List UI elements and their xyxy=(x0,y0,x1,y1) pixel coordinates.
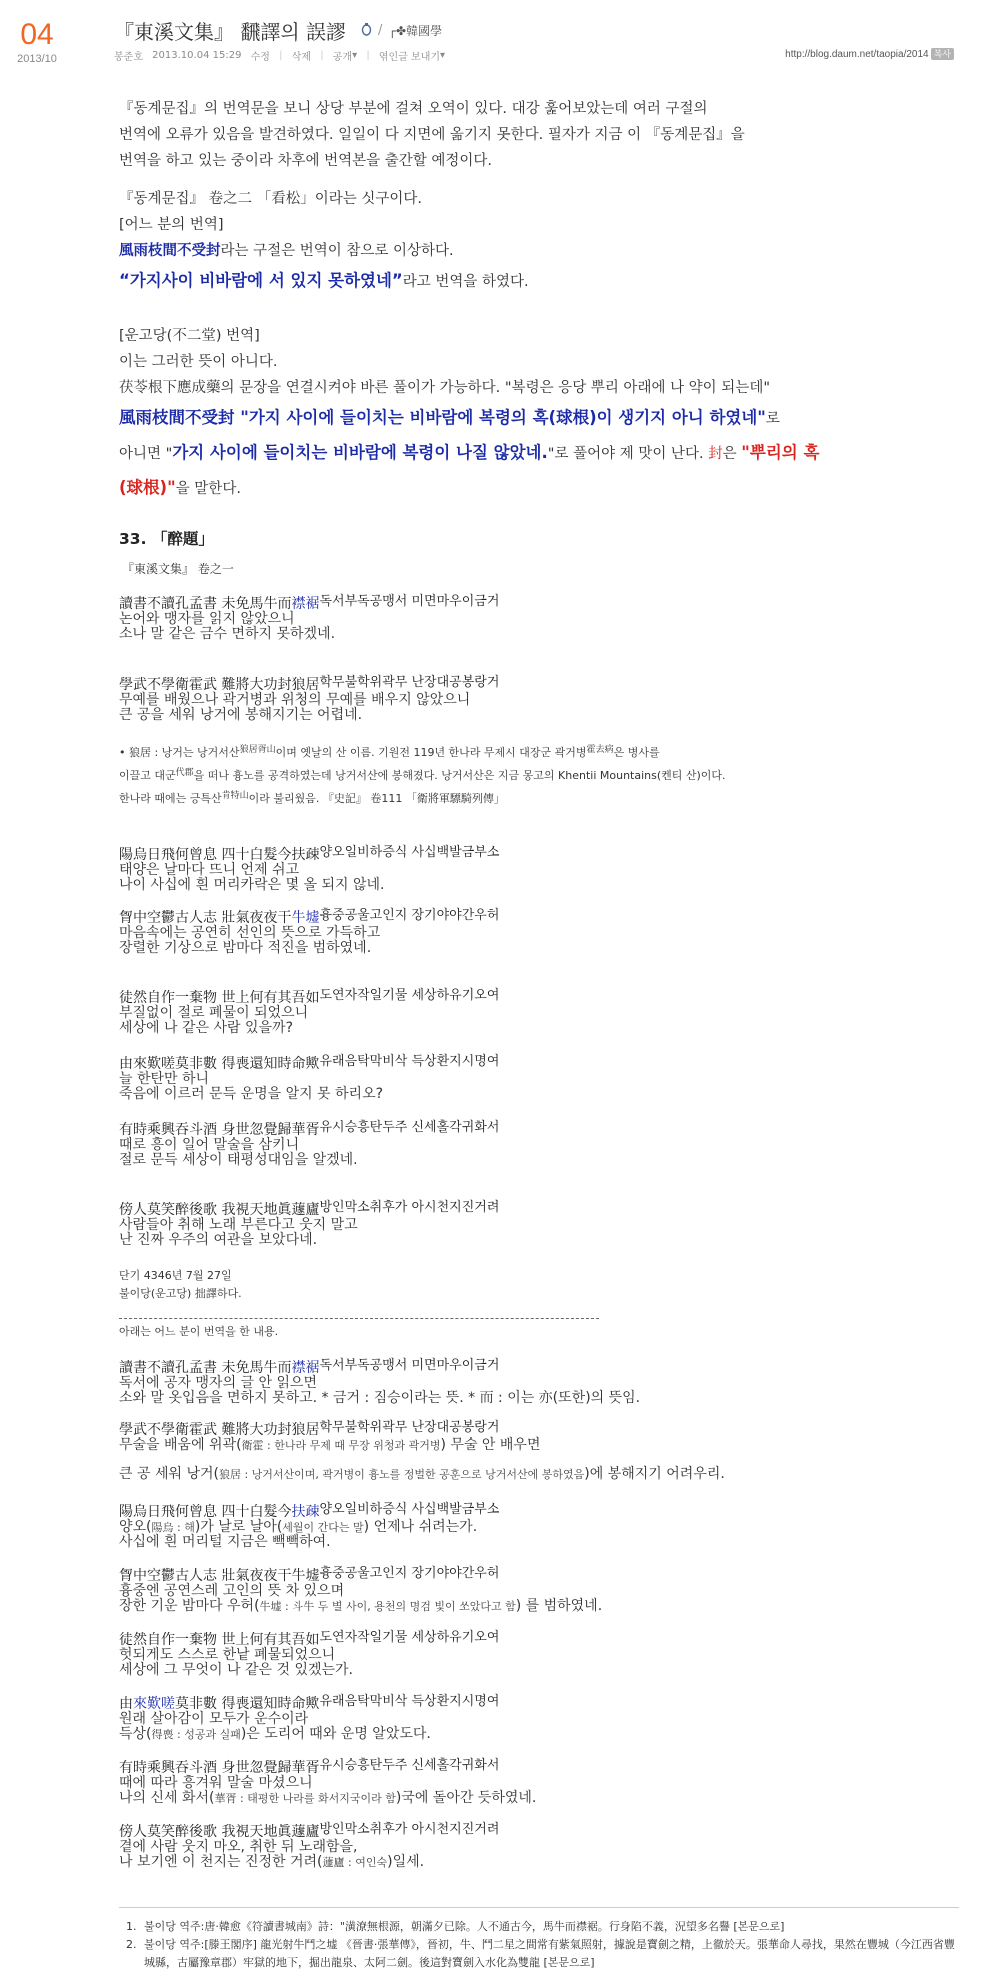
poem2-stanza-1: 讀書不讀孔孟書 未免馬牛而襟裾독서부독공맹서 미면마우이금거 독서에 공자 맹자의 글 안 읽으면 소와 말 옷입음을 면하지 못하고. * 금거 : 짐승이라는 뜻. * 而 : 이는 亦(또한)의 뜻임. xyxy=(119,1358,641,1406)
poem1-stanza-4: 胷中空鬱古人志 壯氣夜夜干牛墟흉중공울고인지 장기야야간우허 마음속에는 공연히 선인의 뜻으로 가득하고 장렬한 기상으로 밤마다 적진을 범하였네. xyxy=(119,908,500,956)
intro-line: 『동계문집』 卷之二 「看松」이라는 싯구이다. xyxy=(119,191,423,207)
copy-url-button[interactable]: 복사 xyxy=(931,48,954,60)
poem2-stanza-3: 陽烏日飛何曾息 四十白髮今扶疎양오일비하증식 사십백발금부소 양오(陽烏 : 해)가 날로 날아(세월이 간다는 말) 언제나 쉬려는가. 사십에 흰 머리털 지금은 빽빽하여. xyxy=(119,1502,500,1550)
intro-line: 이는 그러한 뜻이 아니다. xyxy=(119,354,278,370)
divider xyxy=(119,1318,599,1319)
post-meta xyxy=(114,48,954,64)
intro-line: 번역에 오류가 있음을 발견하였다. 일일이 다 지면에 옮기지 못한다. 필자가 지금 이 『동계문집』을 xyxy=(119,127,745,143)
chevron-down-icon: ▾ xyxy=(352,50,358,61)
post-title-row xyxy=(114,16,964,46)
poem2-stanza-5: 徒然自作一棄物 世上何有其吾如도연자작일기물 세상하유기오여 헛되게도 스스로 한낱 폐물되었으니 세상에 그 무엇이 나 같은 것 있겠는가. xyxy=(119,1630,500,1678)
date-year-month: 2013/10 xyxy=(17,53,57,65)
category-link[interactable]: ┌✤韓國學 xyxy=(388,24,443,38)
post-url xyxy=(785,48,954,60)
footnotes-divider xyxy=(119,1907,959,1908)
intro-line: [어느 분의 번역] xyxy=(119,217,224,233)
trackback-dropdown[interactable]: 엮인글 보내기▾ xyxy=(378,50,446,63)
public-icon xyxy=(361,23,372,39)
intro-line: (球根)"을 말한다. xyxy=(119,478,241,497)
intro-line: 茯苓根下應成藥의 문장을 연결시켜야 바른 풀이가 가능하다. "복령은 응당 뿌리 아래에 나 약이 되는데" xyxy=(119,380,770,396)
footnote-item: 1. 불이당 역주:唐·韓愈《符讀書城南》詩："潢潦無根源，朝滿夕已除。人不通古今，馬牛而襟裾。行身陷不義，況望多名譽 [본문으로] xyxy=(140,1918,956,1936)
meta-divider: | xyxy=(366,50,370,61)
visibility-dropdown[interactable]: 공개▾ xyxy=(332,50,358,63)
meta-divider: | xyxy=(320,50,324,61)
poem1-stanza-7: 有時乘興吞斗酒 身世忽覺歸華胥유시승흥탄두주 신세홀각귀화서 때로 흥이 일어 말술을 삼키니 절로 문득 세상이 태평성대임을 알겠네. xyxy=(119,1120,500,1168)
post-title[interactable]: 『東溪文集』 飜譯의 誤謬 xyxy=(114,20,347,44)
signature-date: 단기 4346년 7월 27일 xyxy=(119,1269,232,1282)
poem1-stanza-5: 徒然自作一棄物 世上何有其吾如도연자작일기물 세상하유기오여 부질없이 절로 폐물이 되었으니 세상에 나 같은 사람 있을까? xyxy=(119,988,500,1036)
intro-line: 번역을 하고 있는 중이라 차후에 번역본을 출간할 예정이다. xyxy=(119,153,493,169)
intro-line: 『동계문집』의 번역문을 보니 상당 부분에 걸쳐 오역이 있다. 대강 훑어보았는데 여러 구절의 xyxy=(119,101,708,117)
poem2-stanza-4: 胷中空鬱古人志 壯氣夜夜干牛墟흉중공울고인지 장기야야간우허 흉중엔 공연스레 고인의 뜻 차 있으며 장한 기운 밤마다 우허(牛墟 : 斗牛 두 별 사이, 용천의 명검 빛이 쏘았다고 함) 를 범하였네. xyxy=(119,1566,603,1614)
meta-divider: | xyxy=(279,50,283,61)
section-heading: 33. 「醉題」 xyxy=(119,530,214,548)
delete-link[interactable]: 삭제 xyxy=(291,52,312,63)
other-translation-label: 아래는 어느 분이 번역을 한 내용. xyxy=(119,1325,279,1338)
edit-link[interactable]: 수정 xyxy=(250,52,270,63)
footnotes-list xyxy=(126,1918,956,1972)
poem1-stanza-3: 陽烏日飛何曾息 四十白髮今扶疎양오일비하증식 사십백발금부소 태양은 날마다 뜨니 언제 쉬고 나이 사십에 흰 머리카락은 몇 올 되지 않네. xyxy=(119,845,500,893)
post-date xyxy=(12,18,62,66)
poem1-stanza-2: 學武不學衛霍武 難將大功封狼居학무불학위곽무 난장대공봉랑거 무예를 배웠으나 곽거병과 위청의 무예를 배우지 않았으니 큰 공을 세워 낭거에 봉해지기는 어렵네. xyxy=(119,675,500,723)
poem1-stanza-1: 讀書不讀孔孟書 未免馬牛而襟裾독서부독공맹서 미면마우이금거 논어와 맹자를 읽지 않았으니 소나 말 같은 금수 면하지 못하겠네. xyxy=(119,594,500,642)
poem2-stanza-7: 有時乘興吞斗酒 身世忽覺歸華胥유시승흥탄두주 신세홀각귀화서 때에 따라 흥겨워 말술 마셨으니 나의 신세 화서(華胥 : 태평한 나라를 화서지국이라 함)국에 돌아간 듯하였네. xyxy=(119,1758,537,1806)
intro-line: 아니면 "가지 사이에 들이치는 비바람에 복령이 나질 않았네."로 풀어야 제 맛이 난다. 封은 "뿌리의 혹 xyxy=(119,443,820,462)
footnote-item: 2. 불이당 역주:[滕王閣序] 龍光射牛鬥之墟 《晉書·張華傳》，晉初，牛、鬥二星之間常有紫氣照射，據說是寶劍之精，上徹於天。張華命人尋找，果然在豐城（今江西省豐城縣，古屬豫章郡）牢獄的地下，掘出龍泉、太阿二劍。後這對寶劍入水化為雙龍 [본문으로] xyxy=(140,1936,956,1972)
intro-line: 風雨枝間不受封라는 구절은 번역이 참으로 이상하다. xyxy=(119,243,454,259)
author-name[interactable]: 봉준호 xyxy=(114,52,143,63)
date-day: 04 xyxy=(20,18,54,51)
intro-line: “가지사이 비바람에 서 있지 못하였네”라고 번역을 하였다. xyxy=(119,271,529,290)
signature-translator: 불이당(운고당) 拙譯하다. xyxy=(119,1287,242,1300)
poem2-stanza-6: 由來歎嗟莫非數 得喪還知時命歟유래음탁막비삭 득상환지시명여 원래 살아감이 모두가 운수이라 득상(得喪 : 성공과 실패)은 도리어 때와 운명 알았도다. xyxy=(119,1694,500,1742)
poem1-annotation: • 狼居 : 낭거는 낭거서산$^{狼居胥山}$이며 옛날의 산 이름. 기원전 119년 한나라 무제시 대장군 곽거병$^{霍去病}$은 병사를 이끌고 대군$^{代郡}$을 떠나 흉노를 공격하였는데 낭거서산에 봉해졌다. 낭거서산은 지금 몽고의 Khentii Mountains(켄티 산)이다. 한나라 때에는 긍특산$^{肯特山}$이라 불리웠음. 『史記』 卷111 「衛將軍驃騎列傳」 xyxy=(119,745,726,805)
intro-line: [운고당(不二堂) 번역] xyxy=(119,328,260,344)
poem1-stanza-8: 傍人莫笑醉後歌 我視天地眞蘧廬방인막소취후가 아시천지진거려 사람들아 취해 노래 부른다고 웃지 말고 난 진짜 우주의 여관을 보았다네. xyxy=(119,1200,500,1248)
post-datetime: 2013.10.04 15:29 xyxy=(152,50,242,61)
post-url-text[interactable]: http://blog.daum.net/taopia/2014 xyxy=(785,48,929,60)
collection-label: 『東溪文集』 卷之一 xyxy=(122,562,234,576)
post-intro xyxy=(119,96,879,506)
poem2-stanza-8: 傍人莫笑醉後歌 我視天地眞蘧廬방인막소취후가 아시천지진거려 곁에 사람 웃지 마오, 취한 뒤 노래함을, 나 보기엔 이 천지는 진정한 거려(蘧廬 : 여인숙)일세. xyxy=(119,1822,500,1870)
poem2-stanza-2: 學武不學衛霍武 難將大功封狼居학무불학위곽무 난장대공봉랑거 무술을 배움에 위곽(衛霍 : 한나라 무제 때 무장 위청과 곽거병) 무술 안 배우면 큰 공 세워 낭거(狼居 : 낭거서산이며, 곽거병이 흉노를 정벌한 공훈으로 낭거서산에 봉하였음)에 봉해지기 어려우리. xyxy=(119,1420,725,1482)
chevron-down-icon: ▾ xyxy=(440,50,446,61)
intro-line: 風雨枝間不受封 "가지 사이에 들이치는 비바람에 복령의 혹(球根)이 생기지 아니 하였네"로 xyxy=(119,408,780,427)
poem1-stanza-6: 由來歎嗟莫非數 得喪還知時命歟유래음탁막비삭 득상환지시명여 늘 한탄만 하니 죽음에 이르러 문득 운명을 알지 못 하리오? xyxy=(119,1054,500,1102)
title-separator: / xyxy=(377,23,383,38)
